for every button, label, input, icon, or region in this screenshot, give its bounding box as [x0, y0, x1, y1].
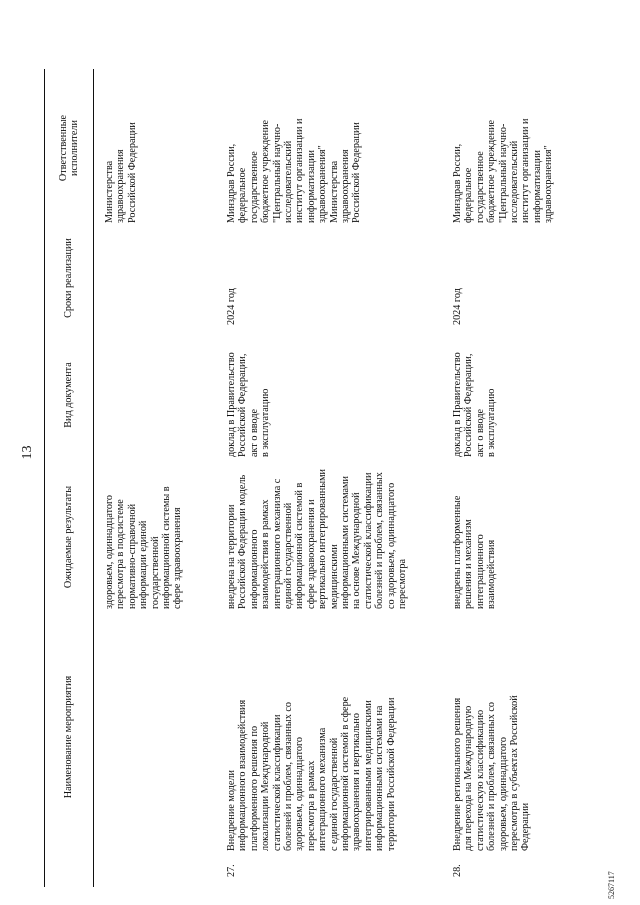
table-row: [208, 69, 438, 887]
cell-deadline: 2024 год: [226, 288, 237, 325]
header-deadline: Сроки реализации: [45, 227, 94, 329]
cell-doc-type: [94, 329, 209, 461]
header-results: Ожидаемые результаты: [45, 461, 94, 613]
cell-executors: Министерства здравоохранения Российской Федерации: [104, 122, 138, 223]
cell-deadline: [94, 227, 209, 329]
cell-name: [208, 613, 438, 887]
cell-executors: Минздрав России, федеральное государственное бюджетное учреждение "Центральный научно- исследовательский институт организации и информатизации здравоохранения": [452, 118, 555, 223]
measure-name: Внедрение регионального решения для перехода на Международную статистическую классификацию болезней и проблем, связанных со здоровьем, одиннадцатого пересмотра в субъектах Российской Федерации: [452, 695, 532, 851]
row-number: 28.: [452, 864, 463, 877]
table-row: [438, 69, 555, 887]
cell-deadline: 2024 год: [452, 288, 463, 325]
row-number: 27.: [226, 864, 237, 877]
page-number: 13: [20, 445, 35, 460]
cell-name: [94, 613, 209, 887]
header-name: Наименование мероприятия: [45, 613, 94, 887]
cell-doc-type: доклад в Правительство Российской Федерации, акт о вводе в эксплуатацию: [452, 352, 498, 457]
cell-doc-type: доклад в Правительство Российской Федерации, акт о вводе в эксплуатацию: [226, 352, 272, 457]
cell-results: внедрены платформенные решения и механизм интеграционного взаимодействия: [452, 495, 498, 609]
cell-name: [438, 613, 555, 887]
header-executors: Ответственные исполнители: [45, 69, 94, 227]
cell-executors: Минздрав России, федеральное государственное бюджетное учреждение "Центральный научно- исследовательский институт организации и информатизации здравоохранения" Министерства здравоохранения Российской Федерации: [226, 118, 363, 223]
measures-table: [44, 69, 555, 887]
document-id: 5267117: [607, 871, 616, 899]
measure-name: Внедрение модели информационного взаимодействия платформенного решения по локализации Международной статистической классификации болезней и проблем, связанных со здоровьем, одиннадцатого пересмотра в рамках интеграционного механизма с единой государственной информационной системой в сфере здравоохранения и вертикально интегрированными медицинскими информационными системами на территории Российской Федерации: [226, 696, 397, 851]
table-header-row: [45, 69, 94, 887]
header-doc-type: Вид документа: [45, 329, 94, 461]
cell-results: внедрена на территории Российской Федерации модель информационного взаимодействия в рамках интеграционного механизма с единой государственной информационной системой в сфере здравоохранения и вертикально интегрированными медицинскими информационными системами на основе Международной статистической классификации болезней и проблем, связанных со здоровьем, одиннадцатого пересмотра: [226, 469, 409, 609]
cell-results: здоровьем, одиннадцатого пересмотра в подсистеме нормативно-справочной информации единой государственной информационной системы в сфере здравоохранения: [104, 486, 184, 609]
table-row: [94, 69, 209, 887]
